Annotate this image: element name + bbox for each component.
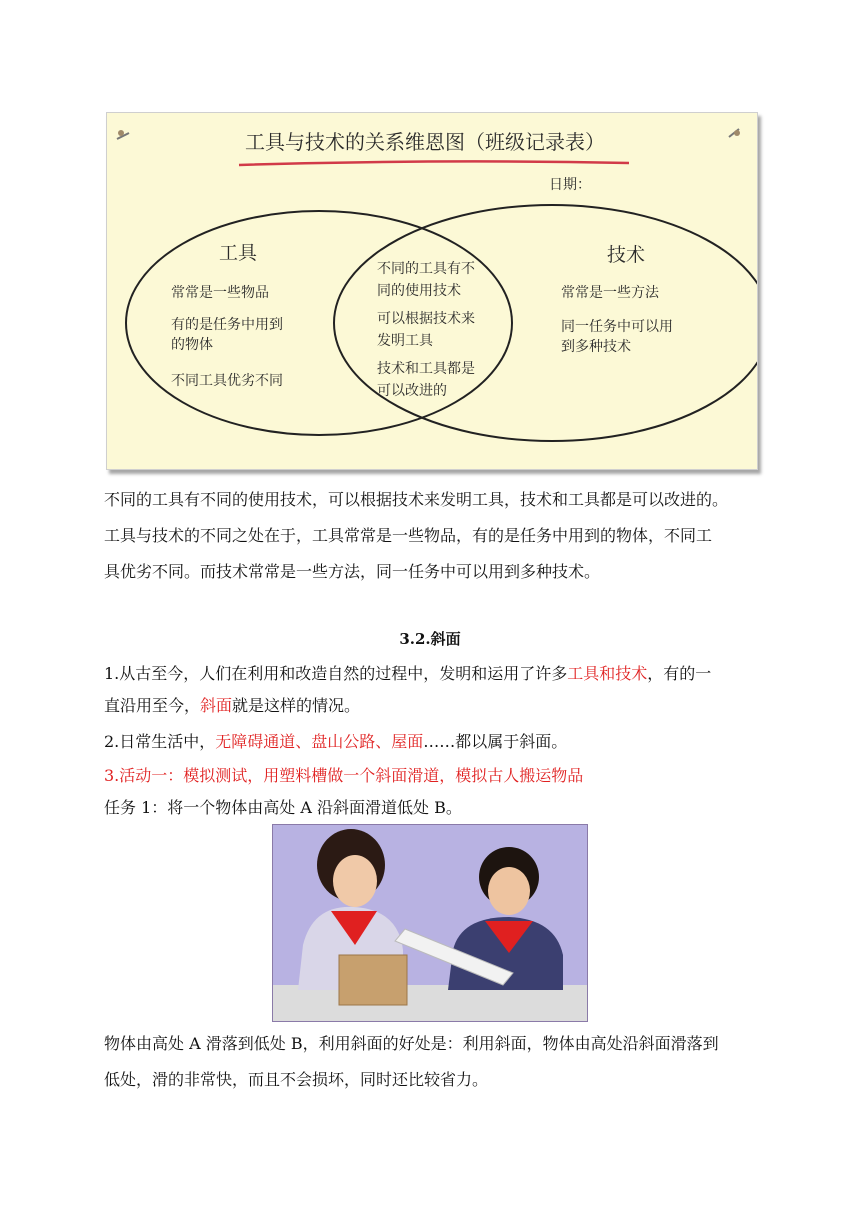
shared-item: 发明工具 [377,333,433,349]
summary-line-2: 工具与技术的不同之处在于，工具常常是一些物品，有的是任务中用到的物体，不同工 [104,526,713,545]
date-label: 日期： [549,177,591,193]
title-underline [239,161,629,165]
venn-diagram-card [106,112,758,470]
children-experiment-photo [272,824,588,1022]
item-1-highlight: 工具和技术 [567,664,648,683]
summary-line-3: 具优劣不同。而技术常常是一些方法，同一任务中可以用到多种技术。 [104,562,601,581]
activity-heading: 3.活动一：模拟测试，用塑料槽做一个斜面滑道，模拟古人搬运物品 [104,766,584,785]
shared-item: 同的使用技术 [377,283,461,299]
tools-item: 不同工具优劣不同 [171,373,283,389]
section-heading: 3.2.斜面 [399,630,461,648]
item-1-text: ，有的一 [647,664,712,683]
item-1-text: 直沿用至今， [104,696,201,715]
shared-item: 可以改进的 [377,383,447,399]
item-1-text: 就是这样的情况。 [232,696,361,715]
venn-diagram [107,113,757,469]
shared-item: 不同的工具有不 [377,261,475,277]
summary-line-1: 不同的工具有不同的使用技术，可以根据技术来发明工具，技术和工具都是可以改进的。 [104,490,729,509]
conclusion-line-1: 物体由高处 A 滑落到低处 B，利用斜面的好处是：利用斜面，物体由高处沿斜面滑落到 [104,1034,719,1053]
item-1-line-2 [104,696,764,716]
pin-icon-right [729,129,740,137]
tools-item: 有的是任务中用到 [171,317,283,333]
technology-item: 常常是一些方法 [561,285,659,301]
technology-item: 到多种技术 [561,339,631,355]
shared-item: 技术和工具都是 [377,361,475,377]
pin-icon-left [117,130,129,139]
shared-item: 可以根据技术来 [377,311,475,327]
tools-item: 的物体 [171,337,213,353]
tools-item: 常常是一些物品 [171,285,269,301]
task-1: 任务 1：将一个物体由高处 A 沿斜面滑道低处 B。 [104,798,462,817]
technology-label: 技术 [607,244,646,266]
conclusion-line-2: 低处，滑的非常快，而且不会损坏，同时还比较省力。 [104,1070,489,1089]
item-2-highlight: 无障碍通道、盘山公路、屋面 [215,732,424,751]
item-1-highlight: 斜面 [200,696,233,715]
item-2 [104,732,764,752]
technology-item: 同一任务中可以用 [561,319,673,335]
item-1-line-1 [104,664,764,684]
item-2-text: 2.日常生活中， [104,732,216,751]
item-2-text: ……都以属于斜面。 [423,732,568,751]
chart-title: 工具与技术的关系维恩图（班级记录表） [245,130,605,154]
item-1-text: 1.从古至今，人们在利用和改造自然的过程中，发明和运用了许多 [104,664,568,683]
tools-label: 工具 [219,242,258,264]
